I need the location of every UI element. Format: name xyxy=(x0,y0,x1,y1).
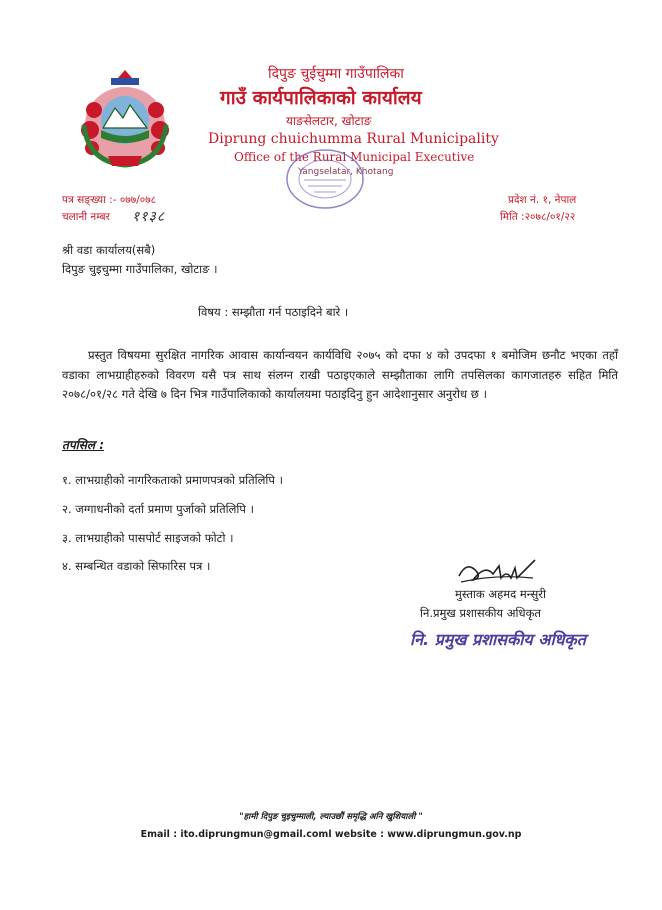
tapsil-title: तपसिल : xyxy=(62,438,104,452)
office-name-en: Office of the Rural Municipal Executive xyxy=(234,150,475,164)
signatory-designation: नि.प्रमुख प्रशासकीय अधिकृत xyxy=(420,606,541,620)
dispatch-label: चलानी नम्बर xyxy=(62,211,110,223)
municipality-name-en: Diprung chuichumma Rural Municipality xyxy=(208,131,499,147)
footer-contact: Email : ito.diprungmun@gmail.coml website : www.diprungmun.gov.np xyxy=(140,829,522,840)
letter-number: पत्र सङ्ख्या :- ०७७/०७८ xyxy=(62,194,157,206)
subject: विषय : सम्झौता गर्न पठाइदिने बारे । xyxy=(198,305,349,319)
list-item: २. जग्गाधनीको दर्ता प्रमाण पुर्जाको प्रतिलिपि । xyxy=(62,502,254,516)
dispatch-number: ११३८ xyxy=(132,209,166,225)
office-stamp-icon xyxy=(284,148,366,210)
list-item: ४. सम्बन्धित वडाको सिफारिस पत्र । xyxy=(62,559,211,573)
address-np: याङसेलटार, खोटाङ xyxy=(286,114,372,128)
nepal-emblem-icon xyxy=(78,70,173,170)
designation-stamp: नि. प्रमुख प्रशासकीय अधिकृत xyxy=(410,630,586,649)
province: प्रदेश नं. १, नेपाल xyxy=(508,194,577,206)
body-paragraph: प्रस्तुत विषयमा सुरक्षित नागरिक आवास कार्यान्वयन कार्यविधि २०७५ को दफा ४ को उपदफा १ बमोजिम छनौट भएका तहाँ वडाका लाभग्राहीहरुको विवरण यसै पत्र साथ संलग्न राखी पठाइएकाले सम्झौताका लागि तपसिलका कागजातहरु सहित मिति २०७८/०१/२८ गते देखि ७ दिन भित्र गाउँपालिकाको कार्यालयमा पठाइदिनु हुन आदेशानुसार अनुरोध छ । xyxy=(62,348,618,402)
recipient-line-1: श्री वडा कार्यालय(सबै) xyxy=(62,243,156,257)
recipient-line-2: दिपुङ चुइचुम्मा गाउँपालिका, खोटाङ । xyxy=(62,262,218,276)
office-name-np: गाउँ कार्यपालिकाको कार्यालय xyxy=(220,87,422,109)
footer-slogan: "हामी दिपुङ चुइचुम्माली, ल्याउछौं समृद्धि अनि खुशियाली " xyxy=(239,812,423,822)
list-item: १. लाभग्राहीको नागरिकताको प्रमाणपत्रको प्रतिलिपि । xyxy=(62,473,283,487)
municipality-name-np: दिपुङ चुईचुम्मा गाउँपालिका xyxy=(268,66,404,82)
signature-icon xyxy=(455,556,540,588)
signatory-name: मुस्ताक अहमद मन्सुरी xyxy=(455,587,546,601)
letter-date: मिति :२०७८/०१/२२ xyxy=(500,211,576,223)
address-en: Yangselatar, Khotang xyxy=(298,167,394,177)
list-item: ३. लाभग्राहीको पासपोर्ट साइजको फोटो । xyxy=(62,531,234,545)
